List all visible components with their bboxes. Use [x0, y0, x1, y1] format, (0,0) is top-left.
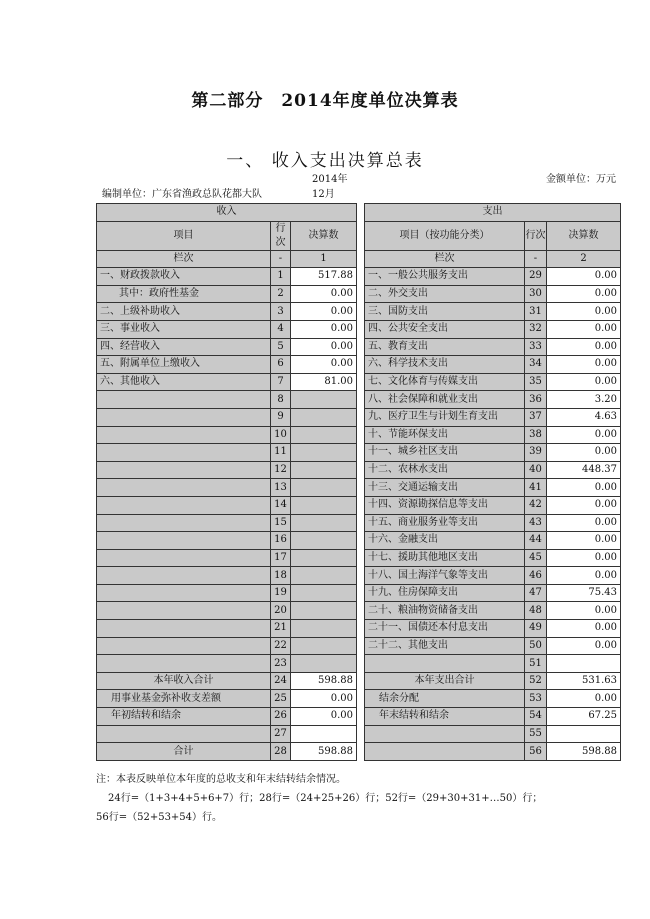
income-item-cell	[97, 444, 271, 462]
amount-unit: 金额单位：万元	[546, 174, 616, 185]
expense-line-cell: 38	[525, 426, 547, 444]
income-line-cell: 7	[271, 373, 291, 391]
expense-line-cell: 32	[525, 320, 547, 338]
income-amount-cell: 598.88	[291, 672, 357, 690]
income-amount-cell	[291, 426, 357, 444]
income-line-cell: 2	[271, 285, 291, 303]
expense-item-cell: 结余分配	[365, 690, 525, 708]
expense-amount-cell: 0.00	[547, 426, 621, 444]
income-amount-cell	[291, 549, 357, 567]
column-gap	[357, 250, 365, 268]
table-row	[97, 549, 621, 567]
income-item-cell: 用事业基金弥补收支差额	[97, 690, 271, 708]
income-amount-cell: 81.00	[291, 373, 357, 391]
table-row	[97, 391, 621, 409]
income-item-cell	[97, 549, 271, 567]
income-line-cell: 14	[271, 496, 291, 514]
income-amount-header: 决算数	[291, 221, 357, 250]
table-row	[97, 268, 621, 286]
expense-line-cell: 50	[525, 637, 547, 655]
income-item-cell	[97, 602, 271, 620]
column-gap	[357, 690, 365, 708]
income-line-header: 行次	[271, 221, 291, 250]
income-item-cell: 年初结转和结余	[97, 708, 271, 726]
income-line-cell: 22	[271, 637, 291, 655]
income-col-label: 栏次	[97, 250, 271, 268]
expense-line-cell: 44	[525, 532, 547, 550]
income-amount-cell: 0.00	[291, 285, 357, 303]
income-line-cell: 3	[271, 303, 291, 321]
expense-amount-cell: 448.37	[547, 461, 621, 479]
expense-item-header: 项目（按功能分类）	[365, 221, 525, 250]
expense-item-cell: 年末结转和结余	[365, 708, 525, 726]
income-item-cell: 三、事业收入	[97, 320, 271, 338]
expense-line-cell: 33	[525, 338, 547, 356]
table-row	[97, 672, 621, 690]
expense-item-cell: 三、国防支出	[365, 303, 525, 321]
column-gap	[357, 408, 365, 426]
income-line-cell: 4	[271, 320, 291, 338]
expense-amount-cell: 0.00	[547, 285, 621, 303]
income-item-cell	[97, 655, 271, 673]
income-amount-cell: 0.00	[291, 320, 357, 338]
table-row	[97, 584, 621, 602]
column-gap	[357, 221, 365, 250]
column-gap	[357, 602, 365, 620]
expense-amount-cell: 75.43	[547, 584, 621, 602]
income-item-cell: 其中：政府性基金	[97, 285, 271, 303]
income-line-cell: 15	[271, 514, 291, 532]
note-line-1: 注：本表反映单位本年度的总收支和年末结转结余情况。	[96, 774, 346, 785]
column-gap	[357, 620, 365, 638]
income-item-cell	[97, 461, 271, 479]
expense-line-cell: 56	[525, 743, 547, 761]
income-amount-cell: 0.00	[291, 338, 357, 356]
income-line-cell: 24	[271, 672, 291, 690]
income-amount-cell	[291, 391, 357, 409]
income-item-cell	[97, 532, 271, 550]
expense-amount-cell: 0.00	[547, 620, 621, 638]
income-item-cell	[97, 637, 271, 655]
column-gap	[357, 356, 365, 374]
org-name: 编制单位：广东省渔政总队花都大队	[102, 189, 262, 200]
income-amount-cell	[291, 584, 357, 602]
income-item-cell	[97, 496, 271, 514]
income-item-cell: 二、上级补助收入	[97, 303, 271, 321]
expense-amount-cell: 0.00	[547, 514, 621, 532]
column-gap	[357, 672, 365, 690]
income-col-dash: -	[271, 250, 291, 268]
expense-item-cell: 十七、援助其他地区支出	[365, 549, 525, 567]
expense-amount-cell: 531.63	[547, 672, 621, 690]
income-line-cell: 18	[271, 567, 291, 585]
income-item-cell	[97, 620, 271, 638]
expense-item-cell	[365, 743, 525, 761]
expense-item-cell: 五、教育支出	[365, 338, 525, 356]
expense-amount-cell: 0.00	[547, 268, 621, 286]
expense-item-cell: 十五、商业服务业等支出	[365, 514, 525, 532]
expense-item-cell	[365, 725, 525, 743]
expense-line-cell: 30	[525, 285, 547, 303]
expense-amount-cell: 67.25	[547, 708, 621, 726]
table-row	[97, 567, 621, 585]
note-line-3: 56行=（52+53+54）行。	[96, 812, 223, 823]
column-gap	[357, 461, 365, 479]
table-row	[97, 743, 621, 761]
expense-line-cell: 53	[525, 690, 547, 708]
column-header-row	[97, 221, 621, 250]
income-amount-cell	[291, 514, 357, 532]
column-number-row	[97, 250, 621, 268]
expense-line-cell: 41	[525, 479, 547, 497]
expense-line-cell: 35	[525, 373, 547, 391]
table-row	[97, 514, 621, 532]
expense-line-cell: 36	[525, 391, 547, 409]
income-line-cell: 13	[271, 479, 291, 497]
column-gap	[357, 514, 365, 532]
expense-item-cell: 十六、金融支出	[365, 532, 525, 550]
income-line-cell: 23	[271, 655, 291, 673]
income-amount-cell: 517.88	[291, 268, 357, 286]
expense-line-cell: 45	[525, 549, 547, 567]
expense-item-cell: 八、社会保障和就业支出	[365, 391, 525, 409]
expense-col-label: 栏次	[365, 250, 525, 268]
income-item-cell	[97, 514, 271, 532]
section-header-row	[97, 204, 621, 222]
report-date	[312, 172, 360, 202]
income-item-header: 项目	[97, 221, 271, 250]
column-gap	[357, 391, 365, 409]
income-amount-cell: 0.00	[291, 708, 357, 726]
expense-amount-cell	[547, 725, 621, 743]
expense-item-cell	[365, 655, 525, 673]
expense-amount-cell: 0.00	[547, 320, 621, 338]
expense-item-cell: 二十二、其他支出	[365, 637, 525, 655]
income-item-cell	[97, 426, 271, 444]
income-item-cell	[97, 725, 271, 743]
column-gap	[357, 426, 365, 444]
income-amount-cell	[291, 567, 357, 585]
expense-header: 支出	[365, 204, 621, 222]
table-row	[97, 725, 621, 743]
expense-item-cell: 二十一、国债还本付息支出	[365, 620, 525, 638]
column-gap	[357, 743, 365, 761]
expense-amount-cell: 0.00	[547, 338, 621, 356]
expense-line-cell: 48	[525, 602, 547, 620]
column-gap	[357, 567, 365, 585]
table-row	[97, 602, 621, 620]
income-item-cell: 合计	[97, 743, 271, 761]
income-item-cell: 五、附属单位上缴收入	[97, 356, 271, 374]
expense-line-cell: 40	[525, 461, 547, 479]
expense-col-dash: -	[525, 250, 547, 268]
expense-line-cell: 43	[525, 514, 547, 532]
income-line-cell: 12	[271, 461, 291, 479]
income-line-cell: 6	[271, 356, 291, 374]
table-row	[97, 320, 621, 338]
table-row	[97, 444, 621, 462]
column-gap	[357, 303, 365, 321]
expense-amount-cell: 0.00	[547, 567, 621, 585]
expense-amount-cell: 0.00	[547, 303, 621, 321]
income-line-cell: 25	[271, 690, 291, 708]
expense-amount-cell: 0.00	[547, 637, 621, 655]
income-item-cell: 六、其他收入	[97, 373, 271, 391]
expense-line-cell: 34	[525, 356, 547, 374]
expense-col-number: 2	[547, 250, 621, 268]
table-row	[97, 655, 621, 673]
column-gap	[357, 268, 365, 286]
income-item-cell	[97, 479, 271, 497]
expense-item-cell: 十二、农林水支出	[365, 461, 525, 479]
income-amount-cell	[291, 479, 357, 497]
report-date-text: 2014年12月	[312, 174, 348, 200]
expense-line-cell: 54	[525, 708, 547, 726]
table-row	[97, 496, 621, 514]
expense-line-cell: 47	[525, 584, 547, 602]
column-gap	[357, 532, 365, 550]
income-line-cell: 8	[271, 391, 291, 409]
table-row	[97, 532, 621, 550]
expense-item-cell: 六、科学技术支出	[365, 356, 525, 374]
income-amount-cell	[291, 655, 357, 673]
expense-amount-cell: 4.63	[547, 408, 621, 426]
income-amount-cell	[291, 444, 357, 462]
table-row	[97, 461, 621, 479]
income-amount-cell: 0.00	[291, 303, 357, 321]
expense-line-cell: 55	[525, 725, 547, 743]
income-amount-cell	[291, 725, 357, 743]
expense-amount-header: 决算数	[547, 221, 621, 250]
column-gap	[357, 549, 365, 567]
column-gap	[357, 444, 365, 462]
income-amount-cell: 0.00	[291, 690, 357, 708]
expense-item-cell: 十八、国土海洋气象等支出	[365, 567, 525, 585]
income-amount-cell: 0.00	[291, 356, 357, 374]
expense-item-cell: 四、公共安全支出	[365, 320, 525, 338]
table-row	[97, 620, 621, 638]
page-title: 第二部分 2014年度单位决算表	[191, 91, 459, 111]
expense-item-cell: 十一、城乡社区支出	[365, 444, 525, 462]
expense-line-cell: 37	[525, 408, 547, 426]
income-amount-cell	[291, 461, 357, 479]
income-line-cell: 11	[271, 444, 291, 462]
income-amount-cell	[291, 408, 357, 426]
table-row	[97, 303, 621, 321]
expense-line-cell: 42	[525, 496, 547, 514]
expense-item-cell: 二、外交支出	[365, 285, 525, 303]
income-amount-cell	[291, 637, 357, 655]
column-gap	[357, 655, 365, 673]
expense-amount-cell	[547, 655, 621, 673]
income-amount-cell	[291, 620, 357, 638]
income-item-cell	[97, 567, 271, 585]
table-title: 一、 收入支出决算总表	[226, 151, 424, 171]
income-col-number: 1	[291, 250, 357, 268]
expense-line-cell: 29	[525, 268, 547, 286]
income-line-cell: 19	[271, 584, 291, 602]
column-gap	[357, 725, 365, 743]
expense-line-header: 行次	[525, 221, 547, 250]
expense-item-cell: 十九、住房保障支出	[365, 584, 525, 602]
expense-amount-cell: 0.00	[547, 532, 621, 550]
table-row	[97, 408, 621, 426]
expense-amount-cell: 0.00	[547, 690, 621, 708]
table-row	[97, 285, 621, 303]
table-notes	[96, 770, 576, 827]
expense-item-cell: 九、医疗卫生与计划生育支出	[365, 408, 525, 426]
expense-item-cell: 十三、交通运输支出	[365, 479, 525, 497]
expense-item-cell: 二十、粮油物资储备支出	[365, 602, 525, 620]
income-amount-cell	[291, 532, 357, 550]
income-item-cell	[97, 584, 271, 602]
column-gap	[357, 204, 365, 222]
income-line-cell: 1	[271, 268, 291, 286]
table-row	[97, 690, 621, 708]
income-header: 收入	[97, 204, 357, 222]
expense-item-cell: 本年支出合计	[365, 672, 525, 690]
table-row	[97, 373, 621, 391]
column-gap	[357, 479, 365, 497]
income-item-cell	[97, 391, 271, 409]
income-line-cell: 16	[271, 532, 291, 550]
column-gap	[357, 637, 365, 655]
income-line-cell: 27	[271, 725, 291, 743]
expense-amount-cell: 3.20	[547, 391, 621, 409]
table-row	[97, 338, 621, 356]
column-gap	[357, 320, 365, 338]
expense-line-cell: 51	[525, 655, 547, 673]
column-gap	[357, 373, 365, 391]
expense-item-cell: 七、文化体育与传媒支出	[365, 373, 525, 391]
income-line-cell: 17	[271, 549, 291, 567]
income-line-cell: 28	[271, 743, 291, 761]
expense-item-cell: 十四、资源勘探信息等支出	[365, 496, 525, 514]
column-gap	[357, 496, 365, 514]
income-item-cell: 本年收入合计	[97, 672, 271, 690]
income-line-cell: 26	[271, 708, 291, 726]
income-amount-cell	[291, 602, 357, 620]
table-row	[97, 479, 621, 497]
expense-amount-cell: 0.00	[547, 602, 621, 620]
expense-amount-cell: 598.88	[547, 743, 621, 761]
note-line-2: 24行=（1+3+4+5+6+7）行；28行=（24+25+26）行；52行=（29+30+31+…50）行；	[108, 793, 543, 804]
income-line-cell: 5	[271, 338, 291, 356]
expense-line-cell: 39	[525, 444, 547, 462]
summary-table	[96, 203, 621, 761]
expense-line-cell: 46	[525, 567, 547, 585]
column-gap	[357, 584, 365, 602]
expense-amount-cell: 0.00	[547, 356, 621, 374]
expense-amount-cell: 0.00	[547, 373, 621, 391]
table-row	[97, 637, 621, 655]
expense-amount-cell: 0.00	[547, 479, 621, 497]
table-row	[97, 708, 621, 726]
column-gap	[357, 285, 365, 303]
income-line-cell: 10	[271, 426, 291, 444]
income-item-cell	[97, 408, 271, 426]
expense-line-cell: 31	[525, 303, 547, 321]
income-item-cell: 一、财政拨款收入	[97, 268, 271, 286]
table-row	[97, 426, 621, 444]
expense-item-cell: 一、一般公共服务支出	[365, 268, 525, 286]
income-amount-cell	[291, 496, 357, 514]
income-line-cell: 9	[271, 408, 291, 426]
expense-line-cell: 49	[525, 620, 547, 638]
income-amount-cell: 598.88	[291, 743, 357, 761]
table-row	[97, 356, 621, 374]
expense-amount-cell: 0.00	[547, 496, 621, 514]
column-gap	[357, 338, 365, 356]
income-line-cell: 21	[271, 620, 291, 638]
income-line-cell: 20	[271, 602, 291, 620]
expense-amount-cell: 0.00	[547, 549, 621, 567]
expense-line-cell: 52	[525, 672, 547, 690]
expense-amount-cell: 0.00	[547, 444, 621, 462]
expense-item-cell: 十、节能环保支出	[365, 426, 525, 444]
column-gap	[357, 708, 365, 726]
income-item-cell: 四、经营收入	[97, 338, 271, 356]
